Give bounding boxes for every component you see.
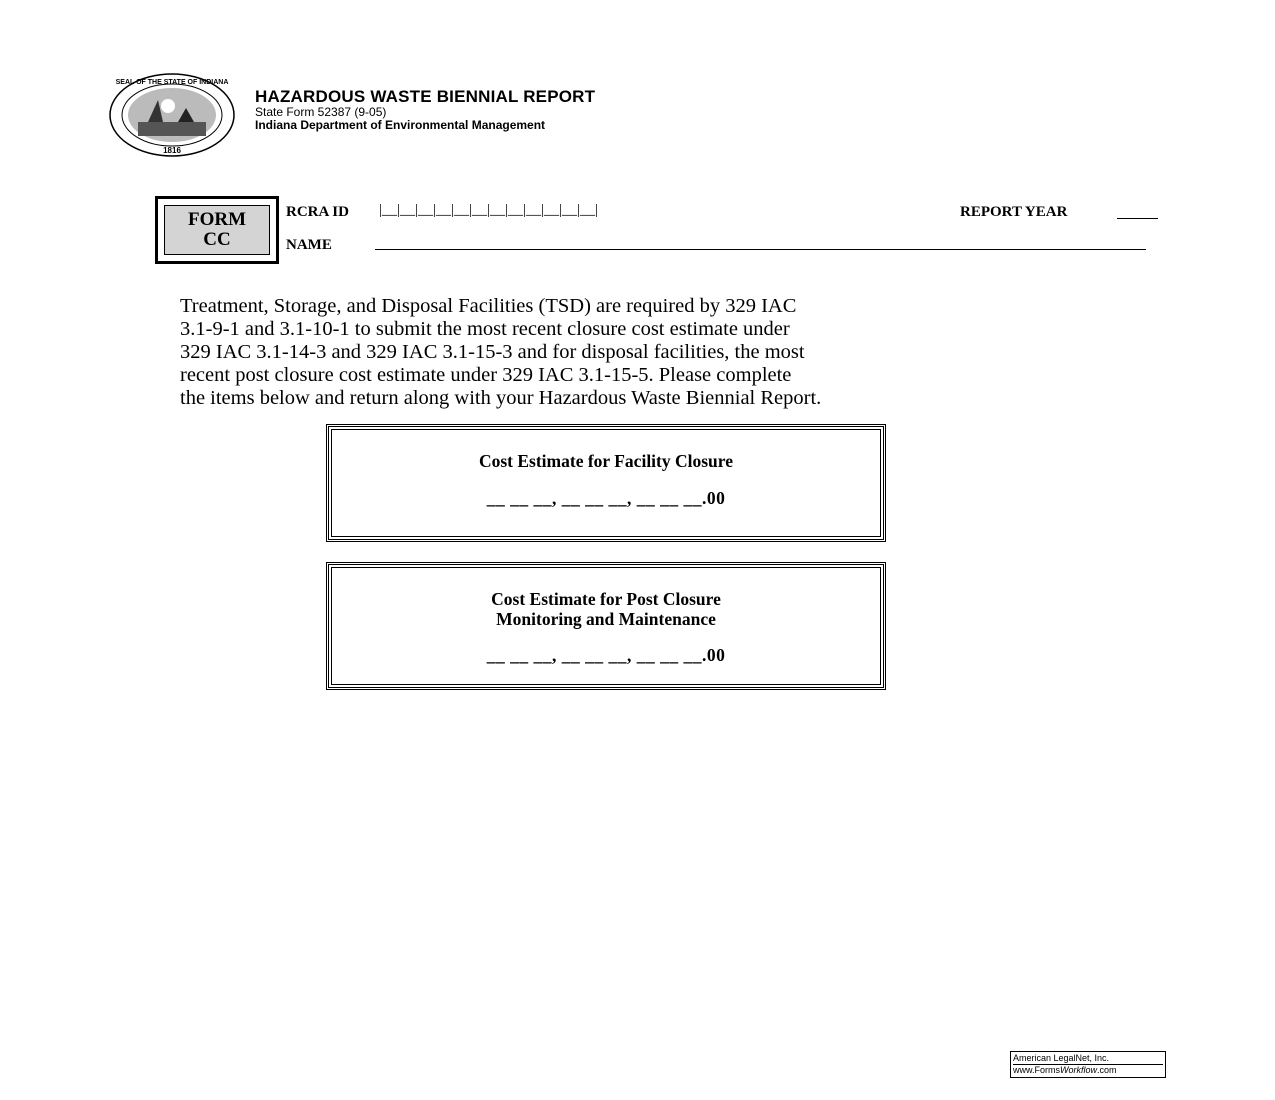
rcra-id-label: RCRA ID: [286, 204, 349, 220]
report-title: HAZARDOUS WASTE BIENNIAL REPORT: [255, 87, 596, 106]
rcra-id-field[interactable]: |__|__|__|__|__|__|__|__|__|__|__|__|: [379, 202, 599, 218]
instructions-paragraph: Treatment, Storage, and Disposal Facilities (TSD) are required by 329 IAC 3.1-9-1 and 3.1-10-1 to submit the most recent closure cost estimate under 329 IAC 3.1-14-3 and 329 IAC 3.1-15-3 and for disposal facilities, the most recent post closure cost estimate under 329 IAC 3.1-15-5. Please complete the items below and return along with your Hazardous Waste Biennial Report.: [180, 295, 822, 409]
footer-url-prefix: www.Forms: [1013, 1065, 1060, 1075]
facility-closure-amount-field[interactable]: __ __ __, __ __ __, __ __ __.00: [486, 488, 726, 508]
post-closure-title-line2: Monitoring and Maintenance: [496, 609, 716, 629]
footer-url-suffix: .com: [1097, 1065, 1117, 1075]
american-legalnet-badge: [1010, 1051, 1166, 1078]
footer-url-italic: Workflow: [1060, 1065, 1098, 1075]
post-closure-amount-field[interactable]: __ __ __, __ __ __, __ __ __.00: [486, 645, 726, 665]
footer-company: American LegalNet, Inc.: [1013, 1053, 1163, 1065]
form-badge-line2: CC: [203, 229, 231, 250]
footer-url: [1013, 1065, 1163, 1076]
indiana-state-seal-icon: [108, 72, 236, 158]
name-field[interactable]: [375, 249, 1146, 250]
svg-text:SEAL OF THE STATE OF INDIANA: SEAL OF THE STATE OF INDIANA: [115, 79, 229, 86]
post-closure-title-line1: Cost Estimate for Post Closure: [491, 589, 721, 609]
facility-closure-title: Cost Estimate for Facility Closure: [478, 451, 734, 471]
state-form-number: State Form 52387 (9-05): [255, 105, 387, 119]
department-name: Indiana Department of Environmental Management: [255, 118, 546, 132]
form-cc-badge: [155, 196, 279, 264]
report-year-field[interactable]: [1117, 218, 1158, 219]
form-badge-line1: FORM: [187, 209, 247, 230]
facility-closure-cost-box: [326, 424, 886, 542]
name-label: NAME: [286, 237, 332, 253]
svg-text:1816: 1816: [163, 146, 181, 155]
report-year-label: REPORT YEAR: [960, 204, 1068, 220]
post-closure-cost-box: [326, 562, 886, 690]
